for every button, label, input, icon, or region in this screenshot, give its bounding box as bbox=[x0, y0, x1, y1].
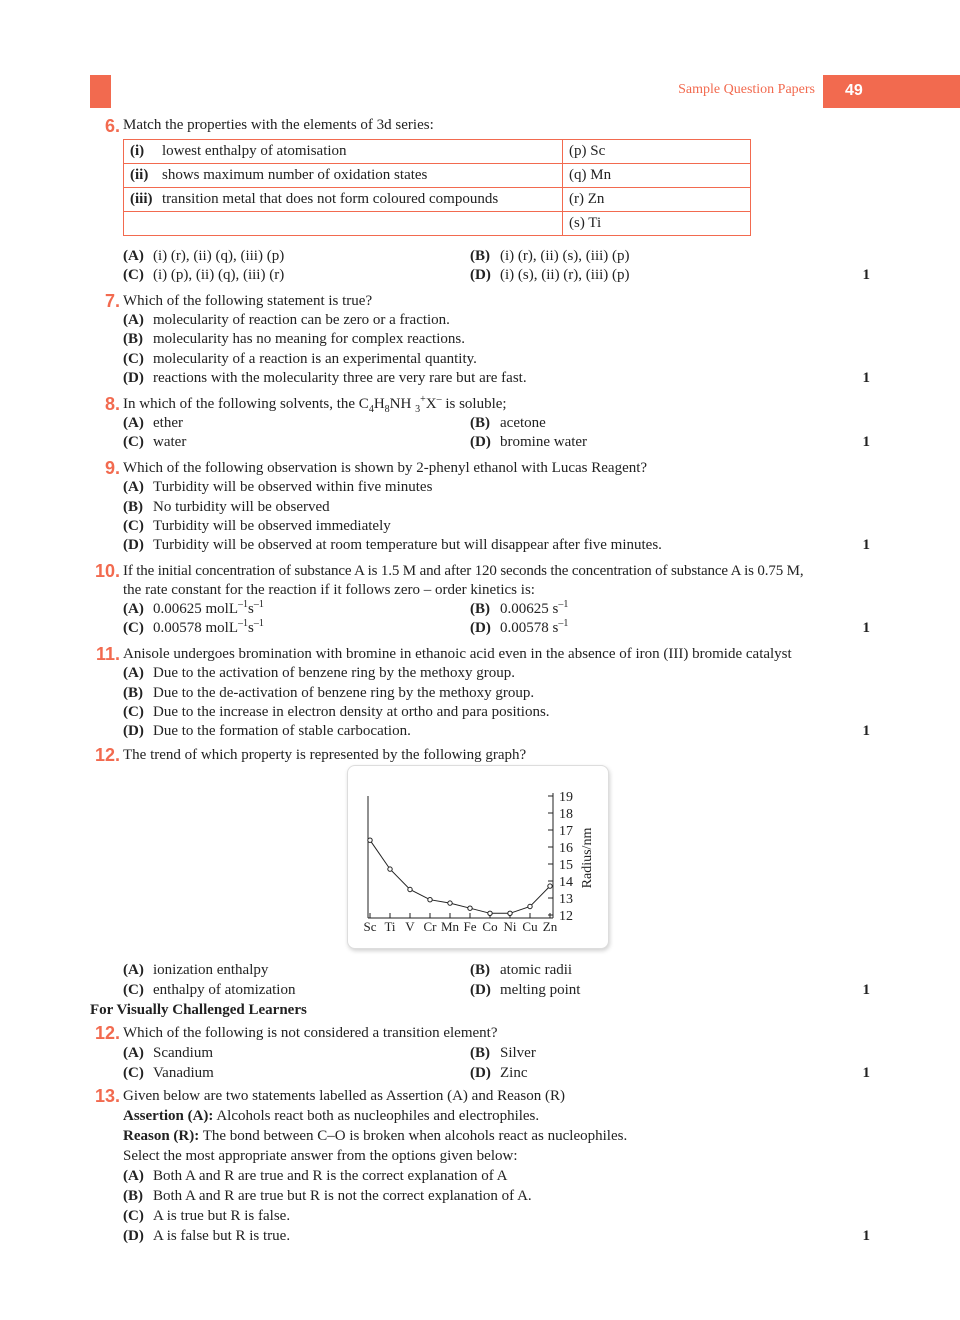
table-cell-element: (p) Sc bbox=[563, 140, 751, 164]
graph-card bbox=[347, 765, 609, 949]
option-a: (A) 0.00625 $molL^{-1}s^{-1}$ bbox=[123, 599, 264, 617]
y-ticks bbox=[548, 796, 553, 915]
series-line bbox=[370, 840, 550, 913]
option-c: (C) A is true but R is false. bbox=[123, 1208, 291, 1224]
question-text: If the initial concentration of substance A is 1.5 M and after 120 seconds the concentration of substance A is 0.75 M, bbox=[123, 563, 804, 579]
option-b: (B) (i) (r), (ii) (s), (iii) (p) bbox=[470, 248, 630, 264]
y-tick-labels bbox=[559, 790, 573, 924]
select-instruction: Select the most appropriate answer from the options given below: bbox=[123, 1148, 518, 1164]
option-b: (B) 0.00625 $s^{-1}$ bbox=[470, 599, 569, 617]
y-tick-label: 18 bbox=[559, 807, 573, 822]
marks: 1 bbox=[862, 1065, 870, 1081]
data-point bbox=[468, 906, 472, 910]
table-cell-property bbox=[124, 188, 563, 212]
header-accent-bar bbox=[90, 75, 111, 108]
data-points bbox=[368, 838, 552, 916]
option-a: (A) ionization enthalpy bbox=[123, 962, 269, 978]
option-d: (D) 0.00578 $s^{-1}$ bbox=[470, 618, 569, 636]
option-c: (C) molecularity of a reaction is an experimental quantity. bbox=[123, 351, 477, 367]
data-point bbox=[428, 898, 432, 902]
question-text-line2: the rate constant for the reaction if it follows zero – order kinetics is: bbox=[123, 582, 535, 598]
header-title: Sample Question Papers bbox=[678, 82, 815, 97]
option-d: (D) A is false but R is true. bbox=[123, 1228, 291, 1244]
question-text: Given below are two statements labelled as Assertion (A) and Reason (R) bbox=[123, 1088, 565, 1104]
y-tick-label: 19 bbox=[559, 790, 573, 805]
x-tick-label: Zn bbox=[542, 919, 558, 934]
marks: 1 bbox=[862, 434, 870, 450]
option-c: (C) water bbox=[123, 434, 187, 450]
data-point bbox=[528, 904, 532, 908]
data-point bbox=[508, 911, 512, 915]
question-text: The trend of which property is represented by the following graph? bbox=[123, 747, 527, 763]
option-d: (D) bromine water bbox=[470, 434, 588, 450]
option-d: (D) Zinc bbox=[470, 1065, 528, 1081]
assertion-statement: Assertion (A): Alcohols react both as nucleophiles and electrophiles. bbox=[123, 1108, 540, 1124]
question-number: 12. bbox=[94, 1023, 120, 1043]
match-table bbox=[123, 139, 751, 236]
question-number: 13. bbox=[94, 1086, 120, 1106]
option-d: (D) melting point bbox=[470, 982, 581, 998]
y-tick-label: 13 bbox=[559, 892, 573, 907]
marks: 1 bbox=[862, 620, 870, 636]
question-text: Which of the following is not considered a transition element? bbox=[123, 1025, 498, 1041]
option-d: (D) (i) (s), (ii) (r), (iii) (p) bbox=[470, 267, 630, 283]
x-ticks bbox=[370, 913, 550, 918]
x-tick-label: Ti bbox=[384, 919, 396, 934]
option-b: (B) atomic radii bbox=[470, 962, 573, 978]
option-d: (D) reactions with the molecularity three are very rare but are fast. bbox=[123, 370, 527, 386]
data-point bbox=[388, 867, 392, 871]
option-a: (A) (i) (r), (ii) (q), (iii) (p) bbox=[123, 248, 285, 264]
y-tick-label: 16 bbox=[559, 841, 573, 856]
x-tick-label: Cr bbox=[423, 919, 437, 934]
option-c: (C) Vanadium bbox=[123, 1065, 214, 1081]
option-c: (C) (i) (p), (ii) (q), (iii) (r) bbox=[123, 267, 285, 283]
data-point bbox=[408, 887, 412, 891]
question-text: In which of the following solvents, the $C_4H_8NH$ $_3$+X– is soluble; bbox=[123, 394, 507, 415]
option-a: (A) molecularity of reaction can be zero or a fraction. bbox=[123, 312, 450, 328]
option-b: (B) No turbidity will be observed bbox=[123, 499, 330, 515]
x-tick-labels bbox=[364, 919, 558, 934]
data-point bbox=[448, 901, 452, 905]
marks: 1 bbox=[862, 537, 870, 553]
option-b: (B) molecularity has no meaning for complex reactions. bbox=[123, 331, 465, 347]
table-cell-property bbox=[124, 164, 563, 188]
option-b: (B) acetone bbox=[470, 415, 546, 431]
x-tick-label: Cu bbox=[522, 919, 538, 934]
row-property: shows maximum number of oxidation states bbox=[162, 167, 428, 183]
row-property: transition metal that does not form coloured compounds bbox=[162, 191, 499, 207]
y-tick-label: 15 bbox=[559, 858, 573, 873]
option-d: (D) Turbidity will be observed at room temperature but will disappear after five minutes. bbox=[123, 537, 662, 553]
y-tick-label: 17 bbox=[559, 824, 573, 839]
option-b: (B) Due to the de-activation of benzene ring by the methoxy group. bbox=[123, 685, 535, 701]
row-roman: (ii) bbox=[130, 167, 149, 183]
reason-statement: Reason (R): The bond between C–O is broken when alcohols react as nucleophiles. bbox=[123, 1128, 628, 1144]
question-text: Which of the following observation is shown by 2-phenyl ethanol with Lucas Reagent? bbox=[123, 460, 648, 476]
question-number: 12. bbox=[94, 745, 120, 765]
option-c: (C) 0.00578 $molL^{-1}s^{-1}$ bbox=[123, 618, 264, 636]
page-number: 49 bbox=[845, 82, 863, 99]
option-c: (C) Due to the increase in electron density at ortho and para positions. bbox=[123, 704, 550, 720]
question-number: 10. bbox=[94, 561, 120, 581]
y-axis-label: Radius/nm bbox=[580, 827, 595, 889]
x-tick-label: Mn bbox=[440, 919, 460, 934]
x-tick-label: V bbox=[405, 919, 415, 934]
table-row bbox=[124, 212, 751, 236]
option-a: (A) Turbidity will be observed within five minutes bbox=[123, 479, 433, 495]
marks: 1 bbox=[862, 723, 870, 739]
question-number: 11. bbox=[95, 644, 120, 664]
table-cell-property bbox=[124, 212, 563, 236]
table-row bbox=[124, 188, 751, 212]
marks: 1 bbox=[862, 982, 870, 998]
row-roman: (i) bbox=[130, 143, 145, 159]
x-tick-label: Sc bbox=[363, 919, 377, 934]
table-row bbox=[124, 164, 751, 188]
page-number-tab bbox=[823, 75, 960, 108]
question-text: Match the properties with the elements of 3d series: bbox=[123, 117, 434, 133]
option-a: (A) ether bbox=[123, 415, 183, 431]
marks: 1 bbox=[862, 267, 870, 283]
option-c: (C) enthalpy of atomization bbox=[123, 982, 296, 998]
data-point bbox=[548, 884, 552, 888]
option-a: (A) Due to the activation of benzene ring by the methoxy group. bbox=[123, 665, 515, 681]
table-cell-property bbox=[124, 140, 563, 164]
x-tick-label: Co bbox=[482, 919, 498, 934]
row-property: lowest enthalpy of atomisation bbox=[162, 143, 347, 159]
y-tick-label: 12 bbox=[559, 909, 573, 924]
table-cell-element: (q) Mn bbox=[563, 164, 751, 188]
table-cell-element: (r) Zn bbox=[563, 188, 751, 212]
section-heading: For Visually Challenged Learners bbox=[90, 1002, 307, 1018]
data-point bbox=[488, 911, 492, 915]
option-c: (C) Turbidity will be observed immediately bbox=[123, 518, 391, 534]
question-text: Anisole undergoes bromination with bromine in ethanoic acid even in the absence of iron (III) bromide catalyst bbox=[123, 646, 792, 662]
marks: 1 bbox=[862, 370, 870, 386]
question-text: Which of the following statement is true? bbox=[123, 293, 373, 309]
y-tick-label: 14 bbox=[559, 875, 573, 890]
option-d: (D) Due to the formation of stable carbocation. bbox=[123, 723, 411, 739]
radius-chart bbox=[348, 766, 608, 948]
table-cell-element: (s) Ti bbox=[563, 212, 751, 236]
question-number: 9. bbox=[104, 458, 120, 478]
option-a: (A) Scandium bbox=[123, 1045, 213, 1061]
x-tick-label: Fe bbox=[463, 919, 477, 934]
option-b: (B) Both A and R are true but R is not the correct explanation of A. bbox=[123, 1188, 532, 1204]
question-number: 7. bbox=[104, 291, 120, 311]
table-row bbox=[124, 140, 751, 164]
data-point bbox=[368, 838, 372, 842]
marks: 1 bbox=[862, 1228, 870, 1244]
row-roman: (iii) bbox=[130, 191, 153, 207]
question-number: 8. bbox=[104, 394, 120, 414]
option-b: (B) Silver bbox=[470, 1045, 536, 1061]
question-number: 6. bbox=[104, 116, 120, 136]
x-tick-label: Ni bbox=[503, 919, 517, 934]
option-a: (A) Both A and R are true and R is the correct explanation of A bbox=[123, 1168, 508, 1184]
